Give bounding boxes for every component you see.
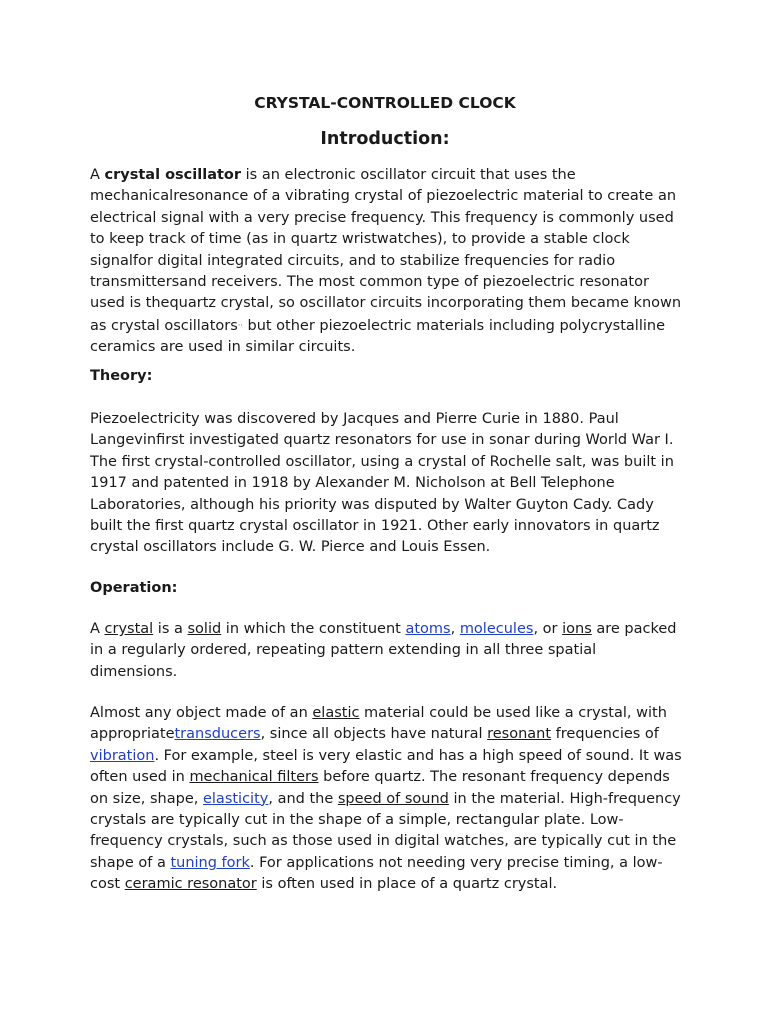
- link-elasticity[interactable]: elasticity: [202, 790, 269, 807]
- op1-text-3: in which the constituent: [221, 621, 406, 637]
- op2-text-4: frequencies of: [551, 726, 659, 743]
- op1-text-5: , or: [533, 621, 563, 637]
- intro-lead: A: [90, 167, 105, 183]
- link-vibration[interactable]: vibration: [90, 747, 155, 764]
- op1-text-4: ,: [450, 621, 460, 637]
- link-speed-of-sound[interactable]: speed of sound: [337, 790, 449, 807]
- intro-paragraph: [90, 165, 685, 359]
- link-ceramic-resonator[interactable]: ceramic resonator: [124, 876, 257, 893]
- op2-text-7: , and the: [268, 790, 338, 807]
- op2-text-5: . For example, steel is very elastic and has a high speed of sound. It was often used in: [90, 747, 682, 786]
- link-tuning-fork[interactable]: tuning fork: [170, 854, 250, 871]
- op2-text-1: Almost any object made of an: [90, 705, 313, 721]
- intro-footnote-marker: ··: [237, 320, 243, 330]
- theory-heading: Theory:: [90, 368, 153, 384]
- intro-text: is an electronic oscillator circuit that uses the mechanicalresonance of a vibrating crystal of piezoelectric material to create an electrical signal with a very precise frequency. This frequency is commonly used to keep track of time (as in quartz wristwatches), to provide a stable clock signalfor digital integrated circuits, and to stabilize frequencies for radio transmittersand receivers. The most common type of piezoelectric resonator used is thequartz crystal, so oscillator circuits incorporating them became known as crystal oscillators: [90, 167, 682, 334]
- op2-text-8: in the material. High-frequency crystals are typically cut in the shape of a simple, rectangular plate. Low-frequency crystals, such as those used in digital watches, are typically cut in the shape of a: [90, 790, 681, 871]
- op2-text-9: . For applications not needing very precise timing, a low-cost: [90, 854, 663, 893]
- op2-text-3: , since all objects have natural: [260, 726, 488, 743]
- link-transducers[interactable]: transducers: [174, 726, 261, 743]
- operation-paragraph-1: [90, 619, 685, 683]
- op2-text-2: material could be used like a crystal, with appropriate: [90, 705, 667, 743]
- intro-tail: but other piezoelectric materials including polycrystalline ceramics are used in similar circuits.: [90, 317, 665, 356]
- link-mechanical-filters[interactable]: mechanical filters: [189, 769, 319, 786]
- intro-bold-term: crystal oscillator: [104, 167, 242, 183]
- link-molecules[interactable]: molecules: [459, 621, 534, 637]
- op1-text-6: are packed in a regularly ordered, repeating pattern extending in all three spatial dimensions.: [90, 621, 677, 680]
- link-elastic[interactable]: elastic: [312, 705, 360, 721]
- section-title-introduction: Introduction:: [320, 129, 450, 149]
- link-resonant[interactable]: resonant: [487, 726, 552, 743]
- theory-paragraph: Piezoelectricity was discovered by Jacques and Pierre Curie in 1880. Paul Langevinfirst investigated quartz resonators for use in sonar during World War I. The first crystal-controlled oscillator, using a crystal of Rochelle salt, was built in 1917 and patented in 1918 by Alexander M. Nicholson at Bell Telephone Laboratories, although his priority was disputed by Walter Guyton Cady. Cady built the first quartz crystal oscillator in 1921. Other early innovators in quartz crystal oscillators include G. W. Pierce and Louis Essen.: [90, 411, 674, 556]
- link-ions[interactable]: ions: [562, 621, 592, 637]
- operation-heading: Operation:: [90, 580, 178, 596]
- op2-text-6: before quartz. The resonant frequency depends on size, shape,: [90, 769, 670, 807]
- op1-text-1: A: [90, 621, 105, 637]
- op1-text-2: is a: [153, 621, 188, 637]
- link-solid[interactable]: solid: [187, 621, 222, 637]
- document-title: CRYSTAL-CONTROLLED CLOCK: [254, 94, 516, 112]
- op2-text-10: is often used in place of a quartz crystal.: [256, 876, 558, 893]
- operation-paragraph-2: [90, 703, 685, 896]
- link-crystal[interactable]: crystal: [104, 621, 154, 637]
- link-atoms[interactable]: atoms: [405, 621, 451, 637]
